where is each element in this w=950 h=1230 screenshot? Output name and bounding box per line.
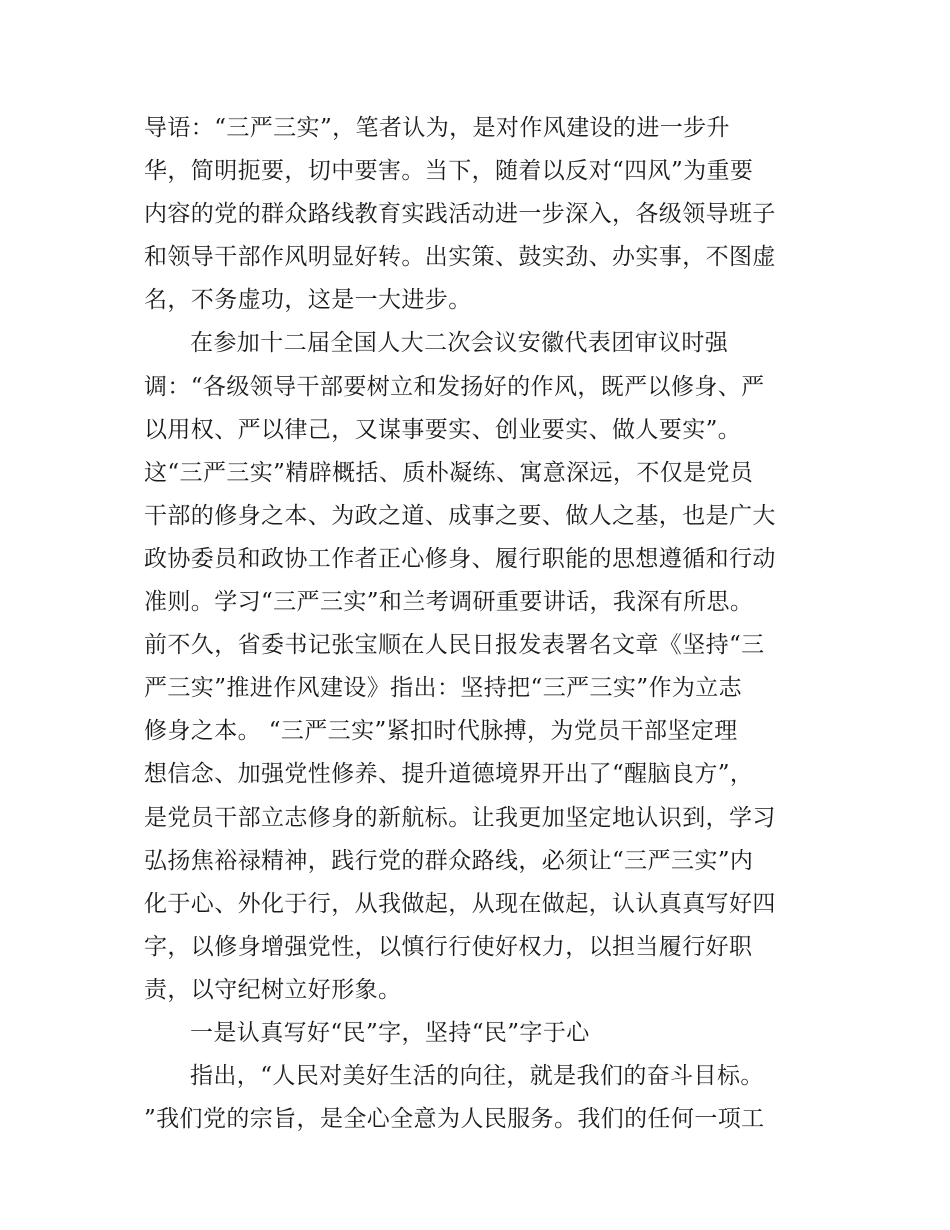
text-line: ”我们党的宗旨，是全心全意为人民服务。我们的任何一项工 [144, 1106, 765, 1133]
document-body [144, 107, 824, 1141]
text-line: 政协委员和政协工作者正心修身、履行职能的思想遵循和行动 [144, 545, 776, 572]
text-line: 想信念、加强党性修养、提升道德境界开出了“醒脑良方”， [144, 761, 754, 788]
text-line: 名，不务虚功，这是一大进步。 [144, 287, 472, 314]
text-line: 内容的党的群众路线教育实践活动进一步深入，各级领导班子 [144, 201, 776, 228]
text-line: 严三实”推进作风建设》指出：坚持把“三严三实”作为立志 [144, 675, 743, 702]
text-line: 化于心、外化于行，从我做起，从现在做起，认认真真写好四 [144, 890, 776, 917]
text-line: 字，以修身增强党性，以慎行行使好权力，以担当履行好职 [144, 933, 753, 960]
text-line: 前不久，省委书记张宝顺在人民日报发表署名文章《坚持“三 [144, 632, 765, 659]
text-line: 指出，“人民对美好生活的向往，就是我们的奋斗目标。 [190, 1063, 764, 1090]
text-line: 准则。学习“三严三实”和兰考调研重要讲话，我深有所思。 [144, 589, 754, 616]
text-line: 一是认真写好“民”字，坚持“民”字于心 [190, 1019, 590, 1046]
text-line: 弘扬焦裕禄精神，践行党的群众路线，必须让“三严三实”内 [144, 847, 754, 874]
text-line: 责，以守纪树立好形象。 [144, 976, 402, 1003]
text-line: 和领导干部作风明显好转。出实策、鼓实劲、办实事，不图虚 [144, 244, 776, 271]
text-line: 在参加十二届全国人大二次会议安徽代表团审议时强 [190, 330, 729, 357]
text-line: 华，简明扼要，切中要害。当下，随着以反对“四风”为重要 [144, 158, 754, 185]
text-line: 导语：“三严三实”，笔者认为，是对作风建设的进一步升 [144, 115, 730, 141]
text-line: 干部的修身之本、为政之道、成事之要、做人之基，也是广大 [144, 502, 776, 529]
text-line: 修身之本。 “三严三实”紧扣时代脉搏，为党员干部坚定理 [144, 718, 738, 745]
text-line: 这“三严三实”精辟概括、质朴凝练、寓意深远，不仅是党员 [144, 459, 754, 486]
text-line: 是党员干部立志修身的新航标。让我更加坚定地认识到，学习 [144, 804, 776, 831]
text-line: 以用权、严以律己，又谋事要实、创业要实、做人要实”。 [144, 416, 742, 443]
text-line: 调：“各级领导干部要树立和发扬好的作风，既严以修身、严 [144, 373, 765, 400]
